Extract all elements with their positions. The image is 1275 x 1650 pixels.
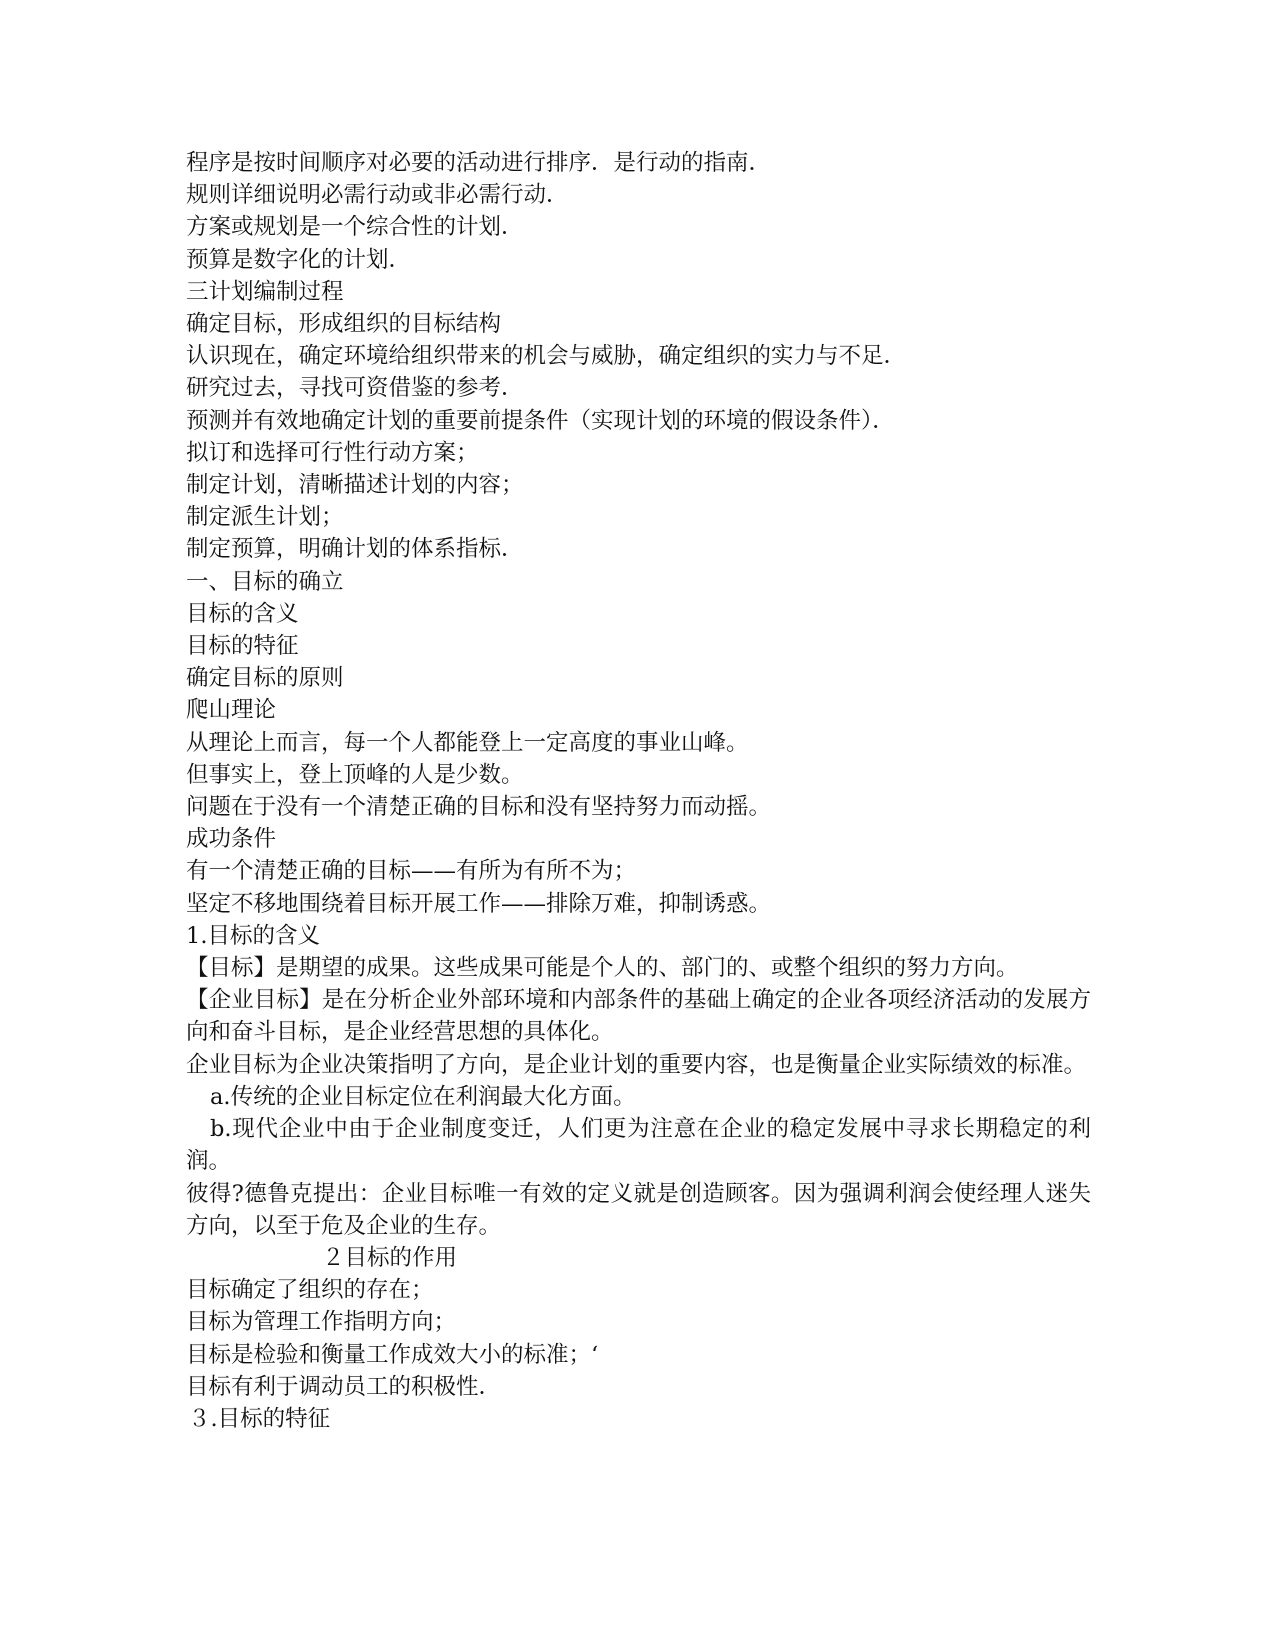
section-heading: ３.目标的特征 (188, 1405, 331, 1432)
document-body (186, 147, 1091, 1435)
paragraph: 【企业目标】是在分析企业外部环境和内部条件的基础上确定的企业各项经济活动的发展方向和奋斗目标，是企业经营思想的具体化。 (186, 987, 1091, 1046)
text-line: 但事实上，登上顶峰的人是少数。 (186, 761, 524, 788)
list-item: a.传统的企业目标定位在利润最大化方面。 (210, 1083, 636, 1110)
text-line: 认识现在，确定环境给组织带来的机会与威胁，确定组织的实力与不足． (186, 343, 907, 370)
text-line: 有一个清楚正确的目标——有所为有所不为； (186, 858, 637, 885)
text-line: 爬山理论 (186, 697, 277, 724)
text-line: 规则详细说明必需行动或非必需行动． (186, 182, 569, 209)
text-line: 方案或规划是一个综合性的计划． (186, 214, 524, 241)
text-line: 确定目标，形成组织的目标结构 (186, 311, 502, 338)
section-heading: ２目标的作用 (322, 1244, 458, 1271)
text-line: 成功条件 (186, 826, 277, 853)
text-line: 制定预算，明确计划的体系指标． (186, 536, 524, 563)
text-line: 目标的特征 (186, 633, 299, 660)
text-line: 程序是按时间顺序对必要的活动进行排序．是行动的指南． (186, 150, 772, 176)
section-heading: 一、目标的确立 (186, 568, 344, 595)
text-line: 目标是检验和衡量工作成效大小的标准；‘ (186, 1341, 599, 1368)
text-line: 预测并有效地确定计划的重要前提条件（实现计划的环境的假设条件）． (186, 407, 895, 434)
text-line: 【目标】是期望的成果。这些成果可能是个人的、部门的、或整个组织的努力方向。 (186, 955, 1019, 982)
text-line: 问题在于没有一个清楚正确的目标和没有坚持努力而动摇。 (186, 794, 772, 821)
text-line: 坚定不移地围绕着目标开展工作——排除万难，抑制诱惑。 (186, 890, 772, 917)
text-line: 预算是数字化的计划． (186, 246, 412, 273)
text-line: 目标的含义 (186, 600, 299, 627)
text-line: 目标有利于调动员工的积极性． (186, 1373, 502, 1400)
text-line: 制定计划，清晰描述计划的内容； (186, 472, 524, 499)
text-line: 确定目标的原则 (186, 665, 344, 692)
section-heading: 1.目标的含义 (186, 922, 320, 949)
text-line: 研究过去，寻找可资借鉴的参考． (186, 375, 524, 402)
text-line: 拟订和选择可行性行动方案； (186, 439, 479, 466)
paragraph: 企业目标为企业决策指明了方向，是企业计划的重要内容，也是衡量企业实际绩效的标准。 (186, 1051, 1087, 1078)
text-line: 制定派生计划； (186, 504, 344, 531)
text-line: 目标确定了组织的存在； (186, 1277, 434, 1304)
text-line: 目标为管理工作指明方向； (186, 1309, 457, 1336)
paragraph: 彼得?德鲁克提出：企业目标唯一有效的定义就是创造顾客。因为强调利润会使经理人迷失方向，以至于危及企业的生存。 (186, 1180, 1091, 1239)
list-item: b.现代企业中由于企业制度变迁，人们更为注意在企业的稳定发展中寻求长期稳定的利润。 (186, 1116, 1091, 1175)
text-line: 从理论上而言，每一个人都能登上一定高度的事业山峰。 (186, 729, 749, 756)
section-heading: 三计划编制过程 (186, 278, 344, 305)
